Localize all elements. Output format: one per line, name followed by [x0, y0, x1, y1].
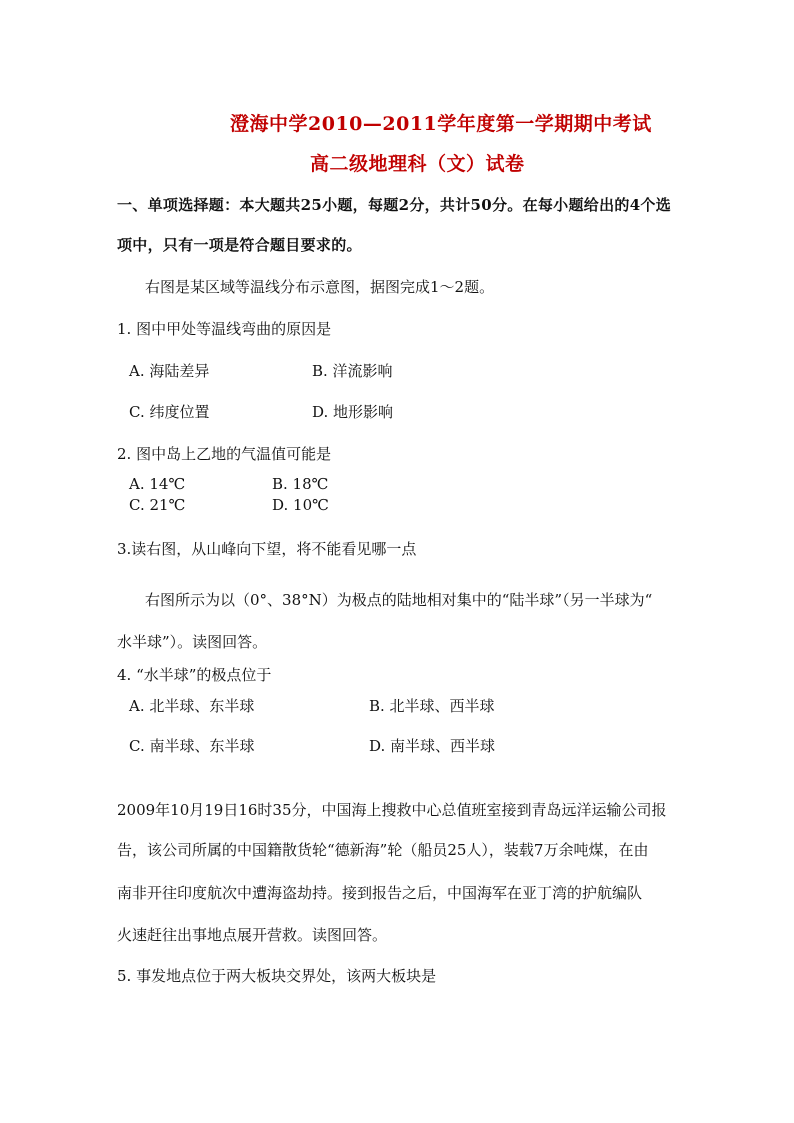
exam-title-line1: 澄海中学2010—2011学年度第一学期期中考试: [230, 113, 652, 135]
question-3-stem: 3.读右图，从山峰向下望，将不能看见哪一点: [117, 540, 417, 558]
question-2-option-d: D. 10℃: [272, 496, 329, 514]
question-4-option-c: C. 南半球、东半球: [129, 737, 255, 755]
question-1-option-a: A. 海陆差异: [129, 362, 210, 380]
question-2-stem: 2. 图中岛上乙地的气温值可能是: [117, 445, 332, 463]
intro-paragraph-1: 右图是某区域等温线分布示意图，据图完成1～2题。: [145, 278, 495, 296]
intro-paragraph-2-line2: 水半球”）。读图回答。: [117, 633, 268, 651]
question-4-stem: 4. “水半球”的极点位于: [117, 666, 272, 684]
passage-line3: 南非开往印度航次中遭海盗劫持。接到报告之后，中国海军在亚丁湾的护航编队: [117, 884, 643, 902]
exam-title-line2: 高二级地理科（文）试卷: [310, 153, 525, 175]
question-2-option-b: B. 18℃: [272, 475, 329, 493]
passage-line1: 2009年10月19日16时35分，中国海上搜救中心总值班室接到青岛远洋运输公司报: [117, 801, 667, 819]
question-5-stem: 5. 事发地点位于两大板块交界处，该两大板块是: [117, 967, 437, 985]
intro-paragraph-2-line1: 右图所示为以（0°、38°N）为极点的陆地相对集中的“陆半球”（另一半球为“: [145, 591, 653, 609]
question-2-option-c: C. 21℃: [129, 496, 186, 514]
passage-line2: 告，该公司所属的中国籍散货轮“德新海”轮（船员25人），装载7万余吨煤，在由: [117, 841, 649, 859]
question-1-option-b: B. 洋流影响: [312, 362, 393, 380]
section-heading-line2: 项中，只有一项是符合题目要求的。: [117, 236, 362, 254]
question-4-option-a: A. 北半球、东半球: [129, 697, 255, 715]
question-1-option-d: D. 地形影响: [312, 403, 394, 421]
section-heading-line1: 一、单项选择题：本大题共25小题，每题2分，共计50分。在每小题给出的4个选: [117, 196, 672, 214]
question-1-option-c: C. 纬度位置: [129, 403, 210, 421]
question-4-option-d: D. 南半球、西半球: [369, 737, 496, 755]
question-2-option-a: A. 14℃: [129, 475, 186, 493]
passage-line4: 火速赶往出事地点展开营救。读图回答。: [117, 926, 388, 944]
question-1-stem: 1. 图中甲处等温线弯曲的原因是: [117, 320, 332, 338]
question-4-option-b: B. 北半球、西半球: [369, 697, 495, 715]
